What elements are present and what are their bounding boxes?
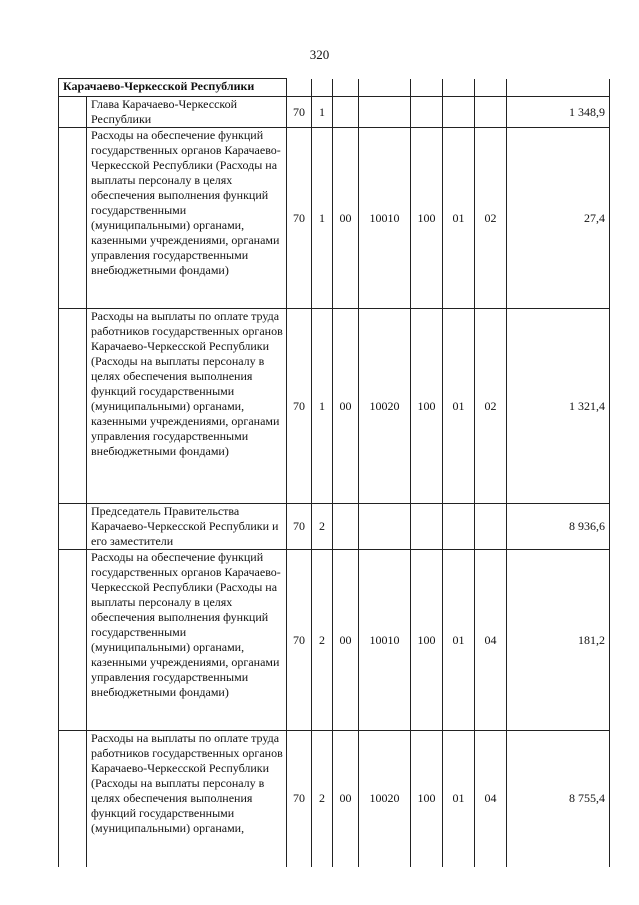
cell-code-1: 70 [287, 128, 312, 309]
cell-code-2: 1 [312, 97, 333, 128]
row-description: Председатель Правительства Карачаево-Черкесской Республики и его заместители [87, 504, 287, 550]
cell-code-7: 02 [475, 309, 507, 504]
cell-code-6: 01 [443, 550, 475, 731]
row-description: Расходы на выплаты по оплате труда работников государственных органов Карачаево-Черкесской Республики (Расходы на выплаты персоналу в целях обеспечения выполнения функций государственными (муниципальными) органами, казенными учреждениями, органами управления государственными внебюджетными фондами) [87, 309, 287, 504]
cell-code-2: 2 [312, 550, 333, 731]
cell-code-7 [475, 97, 507, 128]
cell-amount: 181,2 [507, 550, 610, 731]
table-row [59, 97, 610, 128]
cell-amount: 1 321,4 [507, 309, 610, 504]
cell-code-5: 100 [411, 550, 443, 731]
cell-code-4: 10010 [359, 550, 411, 731]
cell-code-1: 70 [287, 550, 312, 731]
row-description: Глава Карачаево-Черкесской Республики [87, 97, 287, 128]
cell-code-6 [443, 504, 475, 550]
table-row [59, 504, 610, 550]
row-description: Расходы на обеспечение функций государственных органов Карачаево-Черкесской Республики (Расходы на выплаты персоналу в целях обеспечения выполнения функций государственными (муниципальными) органами, казенными учреждениями, органами управления государственными внебюджетными фондами) [87, 128, 287, 309]
table-row [59, 309, 610, 504]
cell-code-7: 04 [475, 731, 507, 867]
cell-code-3 [333, 97, 359, 128]
cell-code-3: 00 [333, 550, 359, 731]
cell-code-2: 1 [312, 309, 333, 504]
row-spacer [59, 128, 87, 309]
cell-code-2: 2 [312, 504, 333, 550]
row-spacer [59, 550, 87, 731]
cell-amount: 1 348,9 [507, 97, 610, 128]
row-description: Расходы на выплаты по оплате труда работников государственных органов Карачаево-Черкесской Республики (Расходы на выплаты персоналу в целях обеспечения выполнения функций государственными (муниципальными) органами, [87, 731, 287, 867]
cell-code-2: 1 [312, 128, 333, 309]
table-row [59, 550, 610, 731]
cell-code-4: 10010 [359, 128, 411, 309]
cell-amount: 27,4 [507, 128, 610, 309]
cell-code-1: 70 [287, 309, 312, 504]
cell-code-4: 10020 [359, 731, 411, 867]
cell-code-3 [333, 504, 359, 550]
cell-code-5 [411, 504, 443, 550]
cell-code-7: 04 [475, 550, 507, 731]
cell-code-2: 2 [312, 731, 333, 867]
row-spacer [59, 504, 87, 550]
table-row [59, 731, 610, 867]
row-description: Расходы на обеспечение функций государственных органов Карачаево-Черкесской Республики (Расходы на выплаты персоналу в целях обеспечения выполнения функций государственными (муниципальными) органами, казенными учреждениями, органами управления государственными внебюджетными фондами) [87, 550, 287, 731]
cell-code-5: 100 [411, 128, 443, 309]
cell-code-1: 70 [287, 731, 312, 867]
cell-code-6: 01 [443, 309, 475, 504]
cell-amount: 8 755,4 [507, 731, 610, 867]
cell-code-1: 70 [287, 97, 312, 128]
cell-code-3: 00 [333, 309, 359, 504]
cell-amount: 8 936,6 [507, 504, 610, 550]
table-row [59, 128, 610, 309]
cell-code-6 [443, 97, 475, 128]
page-number: 320 [309, 47, 330, 62]
row-spacer [59, 309, 87, 504]
section-header-row [59, 79, 610, 97]
cell-code-4: 10020 [359, 309, 411, 504]
cell-code-7: 02 [475, 128, 507, 309]
cell-code-6: 01 [443, 128, 475, 309]
cell-code-7 [475, 504, 507, 550]
cell-code-6: 01 [443, 731, 475, 867]
cell-code-3: 00 [333, 731, 359, 867]
cell-code-4 [359, 97, 411, 128]
cell-code-5: 100 [411, 731, 443, 867]
row-spacer [59, 97, 87, 128]
cell-code-5: 100 [411, 309, 443, 504]
row-spacer [59, 731, 87, 867]
cell-code-1: 70 [287, 504, 312, 550]
cell-code-4 [359, 504, 411, 550]
budget-table [58, 78, 610, 867]
cell-code-5 [411, 97, 443, 128]
cell-code-3: 00 [333, 128, 359, 309]
section-header: Карачаево-Черкесской Республики [59, 79, 287, 97]
